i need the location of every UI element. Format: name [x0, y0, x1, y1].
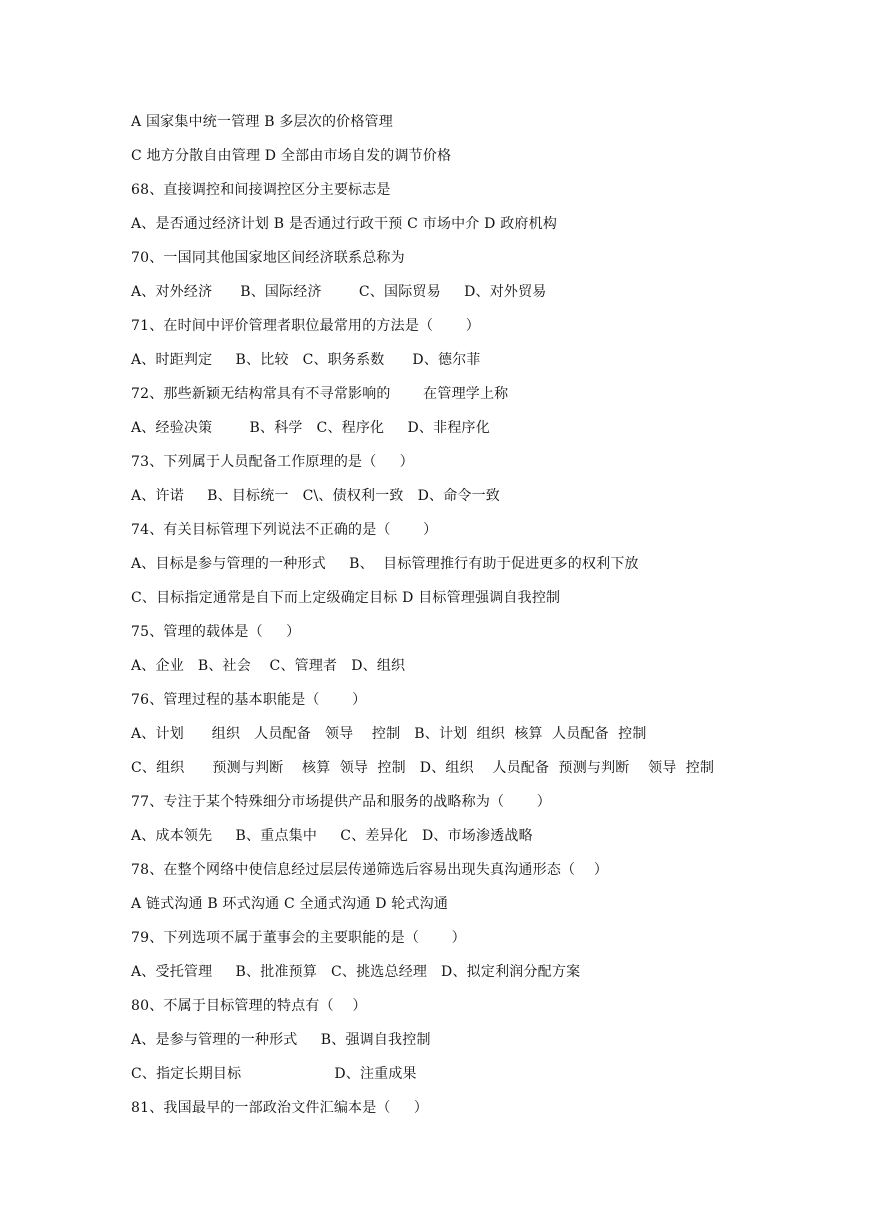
question-list	[131, 111, 831, 1131]
options-79: A、受托管理 B、批准预算 C、挑选总经理 D、拟定利润分配方案	[131, 964, 581, 980]
options-73: A、许诺 B、目标统一 C\、债权利一致 D、命令一致	[131, 488, 501, 504]
options-70: A、对外经济 B、国际经济 C、国际贸易 D、对外贸易	[131, 284, 547, 300]
question-71: 71、在时间中评价管理者职位最常用的方法是（ ）	[131, 318, 480, 334]
question-75: 75、管理的载体是（ ）	[131, 624, 301, 640]
options-74-cd: C、目标指定通常是自下而上定级确定目标 D 目标管理强调自我控制	[131, 590, 561, 606]
text-line: A 国家集中统一管理 B 多层次的价格管理	[131, 114, 393, 130]
options-74-ab: A、目标是参与管理的一种形式 B、 目标管理推行有助于促进更多的权利下放	[131, 556, 639, 572]
options-71: A、时距判定 B、比较 C、职务系数 D、德尔菲	[131, 352, 481, 368]
options-76-ab: A、计划 组织 人员配备 领导 控制 B、计划 组织 核算 人员配备 控制	[131, 726, 647, 742]
question-72: 72、那些新颖无结构常具有不寻常影响的 在管理学上称	[131, 386, 509, 402]
text-line: C 地方分散自由管理 D 全部由市场自发的调节价格	[131, 148, 452, 164]
options-80-cd: C、指定长期目标 D、注重成果	[131, 1066, 417, 1082]
question-68: 68、直接调控和间接调控区分主要标志是	[131, 182, 391, 198]
question-70: 70、一国同其他国家地区间经济联系总称为	[131, 250, 405, 266]
question-79: 79、下列选项不属于董事会的主要职能的是（ ）	[131, 930, 466, 946]
options-75: A、企业 B、社会 C、管理者 D、组织	[131, 658, 406, 674]
options-76-cd: C、组织 预测与判断 核算 领导 控制 D、组织 人员配备 预测与判断 领导 控制	[131, 760, 715, 776]
options-78: A 链式沟通 B 环式沟通 C 全通式沟通 D 轮式沟通	[131, 896, 449, 912]
question-80: 80、不属于目标管理的特点有（ ）	[131, 998, 367, 1014]
options-77: A、成本领先 B、重点集中 C、差异化 D、市场渗透战略	[131, 828, 533, 844]
question-73: 73、下列属于人员配备工作原理的是（ ）	[131, 454, 414, 470]
question-76: 76、管理过程的基本职能是（ ）	[131, 692, 367, 708]
question-77: 77、专注于某个特殊细分市场提供产品和服务的战略称为（ ）	[131, 794, 551, 810]
question-74: 74、有关目标管理下列说法不正确的是（ ）	[131, 522, 438, 538]
question-78: 78、在整个网络中使信息经过层层传递筛选后容易出现失真沟通形态（ ）	[131, 862, 609, 878]
options-68: A、是否通过经济计划 B 是否通过行政干预 C 市场中介 D 政府机构	[131, 216, 558, 232]
question-81: 81、我国最早的一部政治文件汇编本是（ ）	[131, 1100, 429, 1116]
options-72: A、经验决策 B、科学 C、程序化 D、非程序化	[131, 420, 490, 436]
options-80-ab: A、是参与管理的一种形式 B、强调自我控制	[131, 1032, 431, 1048]
